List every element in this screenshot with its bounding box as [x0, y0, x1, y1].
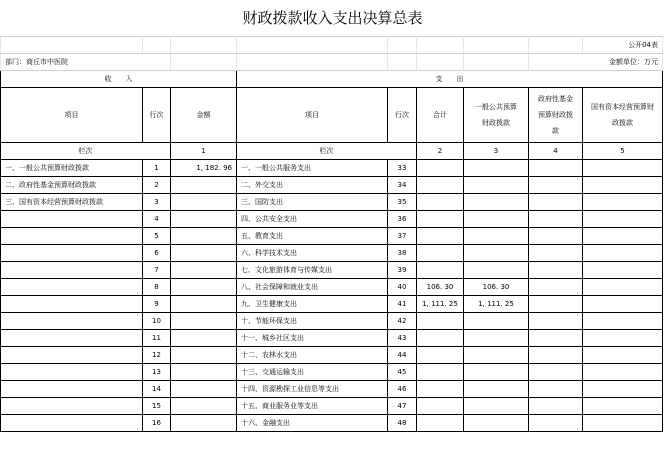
expense-item-header: 项目 — [237, 88, 388, 143]
state-capital-cell[interactable] — [583, 228, 663, 245]
state-capital-cell[interactable] — [583, 245, 663, 262]
total-header: 合计 — [417, 88, 464, 143]
income-line-no-header: 行次 — [143, 88, 171, 143]
state-capital-cell[interactable] — [583, 279, 663, 296]
fund-budget-cell[interactable] — [529, 313, 583, 330]
general-budget-cell[interactable] — [464, 415, 529, 432]
fund-budget-cell[interactable] — [529, 228, 583, 245]
general-budget-cell[interactable] — [464, 330, 529, 347]
expense-item-cell[interactable]: 十三、交通运输支出 — [237, 364, 388, 381]
table-row — [1, 347, 663, 364]
fund-budget-cell[interactable] — [529, 347, 583, 364]
state-capital-cell[interactable] — [583, 381, 663, 398]
state-capital-cell[interactable] — [583, 296, 663, 313]
expense-line-no-header: 行次 — [388, 88, 417, 143]
expense-line-no-cell[interactable]: 39 — [388, 262, 417, 279]
income-item-cell[interactable]: 三、国有资本经营预算财政拨款 — [1, 194, 143, 211]
expense-section-header: 支 出 — [237, 71, 663, 88]
income-line-no-cell[interactable]: 9 — [143, 296, 171, 313]
state-capital-cell[interactable] — [583, 398, 663, 415]
fund-budget-cell[interactable] — [529, 364, 583, 381]
expense-item-cell[interactable]: 三、国防支出 — [237, 194, 388, 211]
total-cell[interactable] — [417, 262, 464, 279]
table-row — [1, 364, 663, 381]
income-line-no-cell[interactable]: 3 — [143, 194, 171, 211]
income-line-no-cell[interactable]: 12 — [143, 347, 171, 364]
general-budget-cell[interactable] — [464, 245, 529, 262]
expense-line-no-cell[interactable]: 34 — [388, 177, 417, 194]
table-row — [1, 279, 663, 296]
state-capital-header: 国有资本经营预算财政拨款 — [583, 88, 663, 143]
fund-budget-cell[interactable] — [529, 381, 583, 398]
total-cell[interactable]: 106. 30 — [417, 279, 464, 296]
expense-item-cell[interactable]: 十一、城乡社区支出 — [237, 330, 388, 347]
column-header-row — [1, 88, 663, 143]
income-item-cell[interactable]: 一、一般公共预算财政拨款 — [1, 160, 143, 177]
expense-line-no-cell[interactable]: 42 — [388, 313, 417, 330]
income-amount-column-no: 1 — [171, 143, 237, 160]
income-amount-cell[interactable] — [171, 177, 237, 194]
fund-budget-cell[interactable] — [529, 279, 583, 296]
general-budget-cell[interactable] — [464, 194, 529, 211]
expense-item-cell[interactable]: 一、一般公共服务支出 — [237, 160, 388, 177]
income-amount-cell[interactable] — [171, 211, 237, 228]
table-row — [1, 177, 663, 194]
income-line-no-cell[interactable]: 13 — [143, 364, 171, 381]
total-cell[interactable] — [417, 330, 464, 347]
total-cell[interactable] — [417, 228, 464, 245]
table-row — [1, 381, 663, 398]
income-amount-cell[interactable] — [171, 279, 237, 296]
total-cell[interactable] — [417, 194, 464, 211]
expense-item-cell[interactable]: 五、教育支出 — [237, 228, 388, 245]
income-amount-header: 金额 — [171, 88, 237, 143]
income-item-cell[interactable] — [1, 330, 143, 347]
fund-budget-cell[interactable] — [529, 245, 583, 262]
fund-budget-cell[interactable] — [529, 296, 583, 313]
expense-item-cell[interactable]: 十五、商业服务业等支出 — [237, 398, 388, 415]
general-budget-header: 一般公共预算财政拨款 — [464, 88, 529, 143]
section-header-row — [1, 71, 663, 88]
income-line-no-cell[interactable]: 6 — [143, 245, 171, 262]
income-item-cell[interactable] — [1, 211, 143, 228]
fund-budget-cell[interactable] — [529, 415, 583, 432]
income-line-no-cell[interactable]: 5 — [143, 228, 171, 245]
income-line-no-cell[interactable]: 7 — [143, 262, 171, 279]
table-row — [1, 262, 663, 279]
expense-line-no-cell[interactable]: 37 — [388, 228, 417, 245]
report-table — [0, 36, 663, 432]
department-label: 部门：商丘市中医院 — [1, 54, 171, 71]
expense-item-cell[interactable]: 九、卫生健康支出 — [237, 296, 388, 313]
total-cell[interactable] — [417, 381, 464, 398]
income-item-cell[interactable] — [1, 262, 143, 279]
total-column-no: 2 — [417, 143, 464, 160]
form-number-row — [1, 37, 663, 54]
total-cell[interactable] — [417, 347, 464, 364]
expense-item-cell[interactable]: 七、文化旅游体育与传媒支出 — [237, 262, 388, 279]
report-title: 财政拨款收入支出决算总表 — [242, 9, 423, 27]
general-budget-cell[interactable] — [464, 398, 529, 415]
income-amount-cell[interactable]: 1, 182. 96 — [171, 160, 237, 177]
state-capital-cell[interactable] — [583, 177, 663, 194]
income-amount-cell[interactable] — [171, 194, 237, 211]
expense-line-no-cell[interactable]: 36 — [388, 211, 417, 228]
income-line-no-cell[interactable]: 1 — [143, 160, 171, 177]
form-number: 公开04表 — [583, 37, 663, 54]
state-capital-cell[interactable] — [583, 211, 663, 228]
state-capital-cell[interactable] — [583, 313, 663, 330]
column-number-row — [1, 143, 663, 160]
income-line-no-cell[interactable]: 2 — [143, 177, 171, 194]
expense-line-no-cell[interactable]: 46 — [388, 381, 417, 398]
expense-item-cell[interactable]: 十、节能环保支出 — [237, 313, 388, 330]
income-amount-cell[interactable] — [171, 364, 237, 381]
expense-item-cell[interactable]: 十四、资源勘探工业信息等支出 — [237, 381, 388, 398]
general-budget-cell[interactable]: 1, 111. 25 — [464, 296, 529, 313]
income-item-cell[interactable] — [1, 381, 143, 398]
expense-line-no-cell[interactable]: 40 — [388, 279, 417, 296]
income-amount-cell[interactable] — [171, 347, 237, 364]
total-cell[interactable] — [417, 160, 464, 177]
state-capital-cell[interactable] — [583, 194, 663, 211]
expense-line-no-cell[interactable]: 41 — [388, 296, 417, 313]
income-line-no-cell[interactable]: 8 — [143, 279, 171, 296]
expense-line-no-cell[interactable]: 35 — [388, 194, 417, 211]
expense-line-no-cell[interactable]: 48 — [388, 415, 417, 432]
table-row — [1, 398, 663, 415]
income-item-cell[interactable] — [1, 228, 143, 245]
income-amount-cell[interactable] — [171, 313, 237, 330]
state-column-no: 5 — [583, 143, 663, 160]
state-capital-cell[interactable] — [583, 160, 663, 177]
general-column-no: 3 — [464, 143, 529, 160]
general-budget-cell[interactable]: 106. 30 — [464, 279, 529, 296]
income-amount-cell[interactable] — [171, 228, 237, 245]
income-item-header: 项目 — [1, 88, 143, 143]
income-item-cell[interactable]: 二、政府性基金预算财政拨款 — [1, 177, 143, 194]
fund-budget-cell[interactable] — [529, 211, 583, 228]
income-amount-cell[interactable] — [171, 296, 237, 313]
fund-budget-cell[interactable] — [529, 160, 583, 177]
income-item-cell[interactable] — [1, 415, 143, 432]
table-row — [1, 330, 663, 347]
income-item-cell[interactable] — [1, 296, 143, 313]
fund-budget-cell[interactable] — [529, 194, 583, 211]
income-amount-cell[interactable] — [171, 415, 237, 432]
table-row — [1, 245, 663, 262]
unit-label: 金额单位：万元 — [529, 54, 663, 71]
fund-budget-cell[interactable] — [529, 177, 583, 194]
general-budget-cell[interactable] — [464, 228, 529, 245]
general-budget-cell[interactable] — [464, 160, 529, 177]
income-item-cell[interactable] — [1, 398, 143, 415]
total-cell[interactable] — [417, 313, 464, 330]
department-row — [1, 54, 663, 71]
table-row — [1, 160, 663, 177]
income-amount-cell[interactable] — [171, 381, 237, 398]
state-capital-cell[interactable] — [583, 330, 663, 347]
fund-budget-cell[interactable] — [529, 330, 583, 347]
table-row — [1, 296, 663, 313]
state-capital-cell[interactable] — [583, 347, 663, 364]
income-section-header: 收 入 — [1, 71, 237, 88]
general-budget-cell[interactable] — [464, 177, 529, 194]
state-capital-cell[interactable] — [583, 364, 663, 381]
general-budget-cell[interactable] — [464, 381, 529, 398]
total-cell[interactable] — [417, 177, 464, 194]
income-line-no-cell[interactable]: 10 — [143, 313, 171, 330]
income-line-no-cell[interactable]: 14 — [143, 381, 171, 398]
expense-line-no-cell[interactable]: 33 — [388, 160, 417, 177]
table-row — [1, 228, 663, 245]
expense-item-cell[interactable]: 十二、农林水支出 — [237, 347, 388, 364]
expense-line-no-cell[interactable]: 38 — [388, 245, 417, 262]
expense-item-cell[interactable]: 六、科学技术支出 — [237, 245, 388, 262]
general-budget-cell[interactable] — [464, 347, 529, 364]
expense-item-cell[interactable]: 十六、金融支出 — [237, 415, 388, 432]
total-cell[interactable] — [417, 245, 464, 262]
expense-item-cell[interactable]: 八、社会保障和就业支出 — [237, 279, 388, 296]
income-amount-cell[interactable] — [171, 330, 237, 347]
total-cell[interactable] — [417, 398, 464, 415]
income-item-cell[interactable] — [1, 313, 143, 330]
general-budget-cell[interactable] — [464, 313, 529, 330]
fund-column-no: 4 — [529, 143, 583, 160]
income-item-cell[interactable] — [1, 245, 143, 262]
table-row — [1, 313, 663, 330]
expense-line-no-cell[interactable]: 45 — [388, 364, 417, 381]
general-budget-cell[interactable] — [464, 262, 529, 279]
state-capital-cell[interactable] — [583, 262, 663, 279]
income-line-no-cell[interactable]: 16 — [143, 415, 171, 432]
table-row — [1, 211, 663, 228]
income-item-cell[interactable] — [1, 279, 143, 296]
general-budget-cell[interactable] — [464, 364, 529, 381]
expense-column-label: 栏次 — [237, 143, 417, 160]
total-cell[interactable] — [417, 211, 464, 228]
expense-item-cell[interactable]: 二、外交支出 — [237, 177, 388, 194]
income-amount-cell[interactable] — [171, 245, 237, 262]
income-line-no-cell[interactable]: 4 — [143, 211, 171, 228]
total-cell[interactable] — [417, 415, 464, 432]
fund-budget-cell[interactable] — [529, 262, 583, 279]
income-amount-cell[interactable] — [171, 262, 237, 279]
income-line-no-cell[interactable]: 15 — [143, 398, 171, 415]
income-item-cell[interactable] — [1, 347, 143, 364]
income-line-no-cell[interactable]: 11 — [143, 330, 171, 347]
expense-line-no-cell[interactable]: 47 — [388, 398, 417, 415]
table-row — [1, 194, 663, 211]
expense-item-cell[interactable]: 四、公共安全支出 — [237, 211, 388, 228]
state-capital-cell[interactable] — [583, 415, 663, 432]
total-cell[interactable] — [417, 364, 464, 381]
general-budget-cell[interactable] — [464, 211, 529, 228]
income-amount-cell[interactable] — [171, 398, 237, 415]
expense-line-no-cell[interactable]: 44 — [388, 347, 417, 364]
table-row — [1, 415, 663, 432]
income-item-cell[interactable] — [1, 364, 143, 381]
fund-budget-cell[interactable] — [529, 398, 583, 415]
expense-line-no-cell[interactable]: 43 — [388, 330, 417, 347]
fund-budget-header: 政府性基金预算财政拨款 — [529, 88, 583, 143]
total-cell[interactable]: 1, 111. 25 — [417, 296, 464, 313]
income-column-label: 栏次 — [1, 143, 171, 160]
